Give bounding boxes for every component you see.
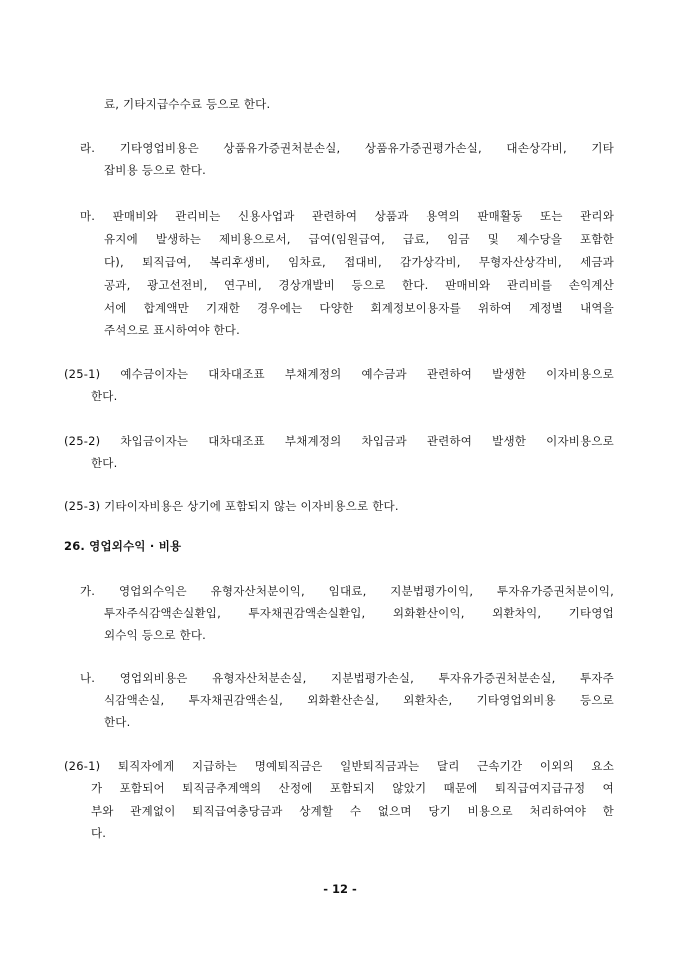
text-line: 유지에 발생하는 제비용으로서, 급여(임원급여, 급료, 임금 및 제수당을 포함한 [104,232,614,246]
text-line: 식감액손실, 투자채권감액손실, 외화환산손실, 외환차손, 기타영업외비용 등으로 [104,693,614,707]
item-ra: 라. 기타영업비용은 상품유가증권처분손실, 상품유가증권평가손실, 대손상각비, 기타 [80,141,614,155]
text-line: 투자주식감액손실환입, 투자채권감액손실환입, 외화환산이익, 외환차익, 기타영업 [104,606,614,620]
text-line: 다), 퇴직급여, 복리후생비, 임차료, 접대비, 감가상각비, 무형자산상각비, 세금과 [104,255,614,269]
item-na: 나. 영업외비용은 유형자산처분손실, 지분법평가손실, 투자유가증권처분손실, 투자주 [80,671,614,685]
text-line: 부와 관계없이 퇴직급여충당금과 상계할 수 없으며 당기 비용으로 처리하여야 한 [91,804,614,818]
item-25-3: (25-3) 기타이자비용은 상기에 포함되지 않는 이자비용으로 한다. [64,499,399,513]
text-line: 료, 기타지급수수료 등으로 한다. [104,97,271,111]
text-line: 가 포함되어 퇴직금추계액의 산정에 포함되지 않았기 때문에 퇴직급여지급규정 여 [91,781,614,795]
text-line: 서에 합계액만 기재한 경우에는 다양한 회계정보이용자를 위하여 계정별 내역을 [104,301,614,315]
item-25-2: (25-2) 차입금이자는 대차대조표 부채계정의 차입금과 관련하여 발생한 이자비용으로 [64,434,614,448]
item-ga: 가. 영업외수익은 유형자산처분이익, 임대료, 지분법평가이익, 투자유가증권처분이익, [80,584,614,598]
page-number: - 12 - [323,882,357,896]
item-26-1: (26-1) 퇴직자에게 지급하는 명예퇴직금은 일반퇴직금과는 달리 근속기간 이외의 요소 [64,759,614,773]
text-line: 한다. [104,715,131,729]
section-heading: 26. 영업외수익 · 비용 [64,539,182,553]
item-ma: 마. 판매비와 관리비는 신용사업과 관련하여 상품과 용역의 판매활동 또는 관리와 [80,209,614,223]
text-line: 주석으로 표시하여야 한다. [104,323,240,337]
text-line: 외수익 등으로 한다. [104,628,207,642]
text-line: 다. [91,826,107,840]
text-line: 한다. [91,389,118,403]
text-line: 잡비용 등으로 한다. [104,163,207,177]
text-line: 한다. [91,456,118,470]
item-25-1: (25-1) 예수금이자는 대차대조표 부채계정의 예수금과 관련하여 발생한 이자비용으로 [64,367,614,381]
text-line: 공과, 광고선전비, 연구비, 경상개발비 등으로 한다. 판매비와 관리비를 손익계산 [104,278,614,292]
